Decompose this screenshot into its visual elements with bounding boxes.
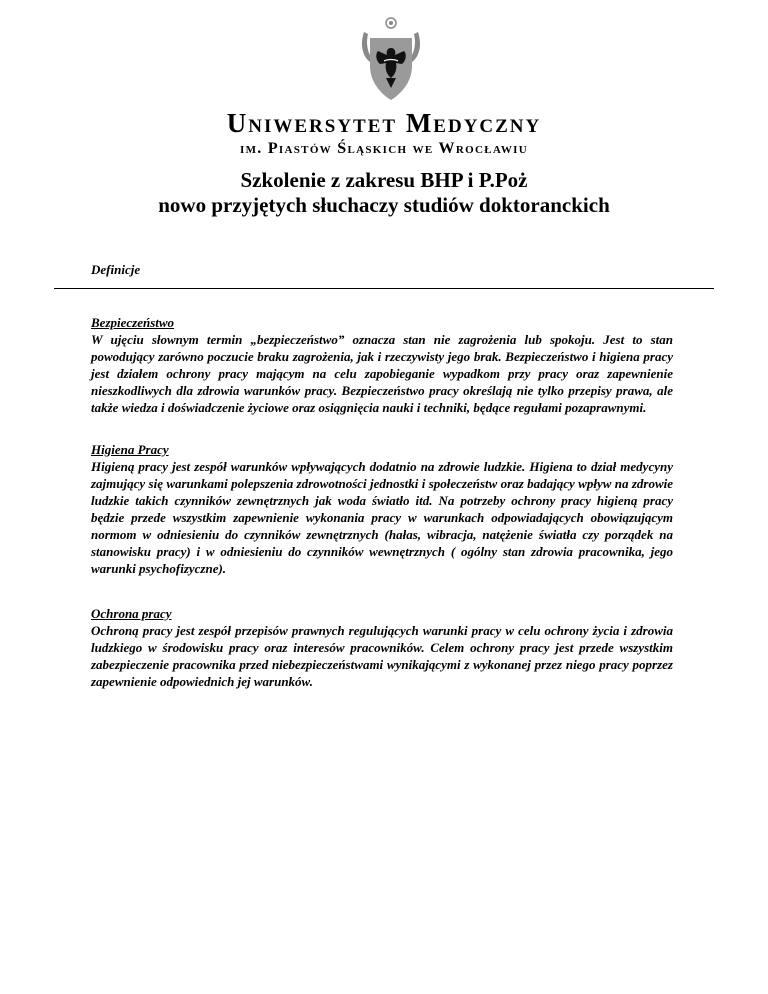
definition-block [91, 314, 673, 416]
horizontal-divider [54, 288, 714, 289]
definition-heading: Bezpieczeństwo [91, 315, 175, 330]
definition-heading: Higiena Pracy [91, 442, 169, 457]
definition-block [91, 441, 673, 577]
university-eagle-crest-icon [356, 14, 426, 104]
university-name: Uniwersytet Medyczny [226, 108, 542, 138]
definition-body: W ujęciu słownym termin „bezpieczeństwo” oznacza stan nie zagrożenia lub spokoju. Jest to stan powodujący zarówno poczucie braku zagrożenia, jak i rzeczywisty jego brak. Bezpieczeństwo i higiena pracy jest działem ochrony pracy mającym na celu zapobieganie wypadkom przy pracy oraz zapewnienie nieszkodliwych dla zdrowia warunków pracy. Bezpieczeństwo pracy określają nie tylko przepisy prawa, ale także wiedza i doświadczenie życiowe oraz osiągnięcia nauki i techniki, będące regułami pozaprawnymi. [91, 332, 673, 415]
section-label: Definicje [91, 262, 141, 277]
definition-heading: Ochrona pracy [91, 606, 172, 621]
definition-block [91, 605, 673, 690]
document-title-line-2: nowo przyjętych słuchaczy studiów doktoranckich [158, 193, 610, 217]
definition-body: Ochroną pracy jest zespół przepisów prawnych regulujących warunki pracy w celu ochrony życia i zdrowia ludzkiego w środowisku pracy oraz interesów pracowników. Celem ochrony pracy jest przede wszystkim zabezpieczenie pracownika przed niebezpieczeństwami wynikającymi z wykonanej przez niego pracy poprzez zapewnienie odpowiednich jej warunków. [91, 623, 673, 689]
definition-body: Higieną pracy jest zespół warunków wpływających dodatnio na zdrowie ludzkie. Higiena to dział medycyny zajmujący się warunkami polepszenia zdrowotności jednostki i społeczeństw oraz badający wpływ na zdrowie ludzkie takich czynników zewnętrznych jak woda światło itd. Na potrzeby ochrony pracy higieną pracy będzie przede wszystkim zapewnienie wykonania pracy w warunkach odpowiadających obowiązującym normom w odniesieniu do czynników zewnętrznych (hałas, wibracja, natężenie światła czy porządek na stanowisku pracy) i w odniesieniu do czynników wewnętrznych ( ogólny stan zdrowia pracownika, jego warunki psychofizyczne). [91, 459, 673, 576]
document-title-line-1: Szkolenie z zakresu BHP i P.Poż [240, 168, 528, 192]
university-subtitle: im. Piastów Śląskich we Wrocławiu [240, 140, 528, 157]
